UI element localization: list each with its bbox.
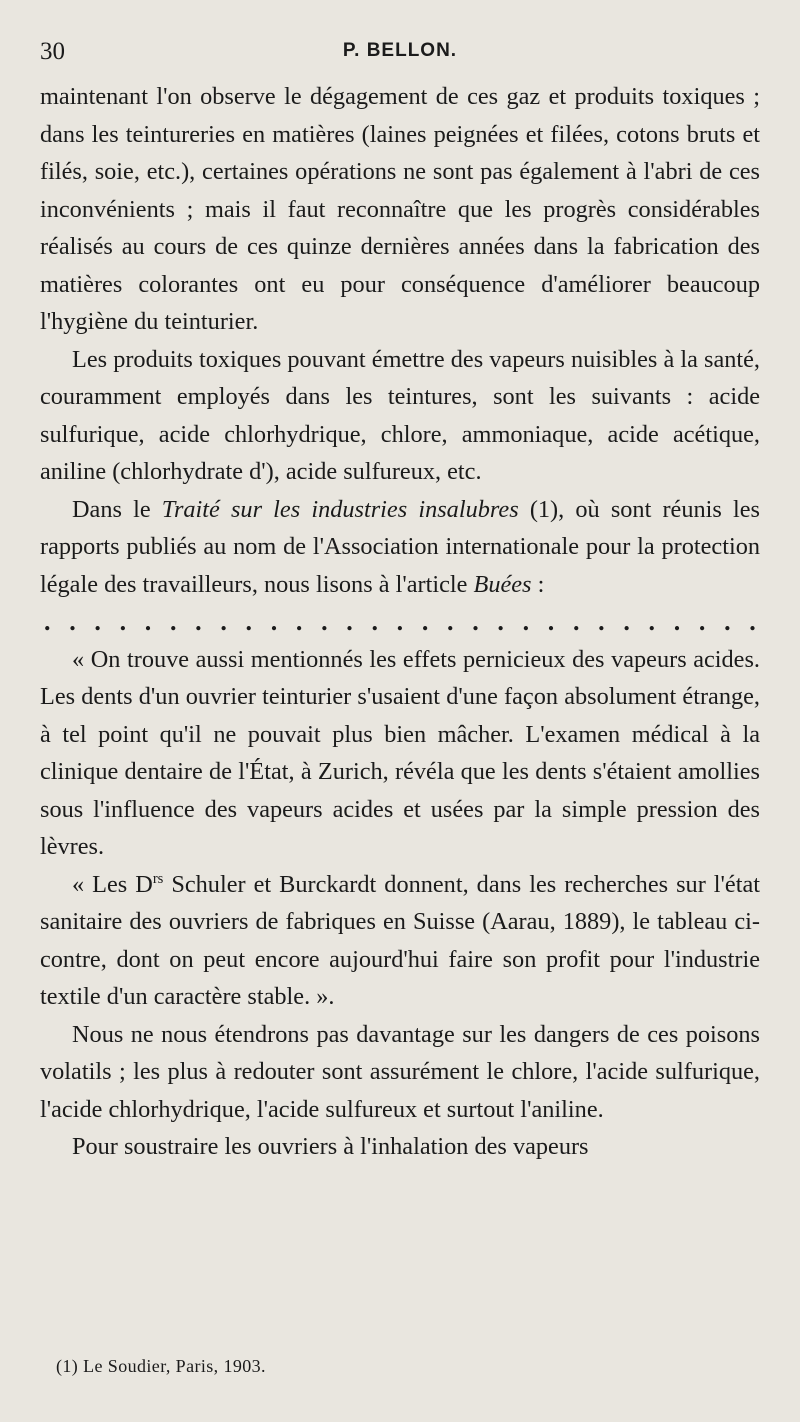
page-header	[40, 34, 760, 78]
paragraph-7: Pour soustraire les ouvriers à l'inhalation des vapeurs	[72, 1133, 589, 1160]
footnote-marker: (1)	[56, 1356, 79, 1376]
body-text	[40, 78, 760, 1166]
treatise-title: Traité sur les industries insalubres	[161, 495, 519, 523]
paragraph-3-text-start: Dans le	[72, 495, 162, 523]
article-title: Buées	[473, 570, 532, 598]
quote-2-text-start: « Les D	[72, 870, 153, 898]
paragraph-1: maintenant l'on observe le dégagement de ces gaz et produits toxiques ; dans les teintureries en matières (laines peignées et filées, cotons bruts et filés, soie, etc.), certaines opérations ne sont pas également à l'abri de ces inconvénients ; mais il faut reconnaître que les progrès considérables réalisés au cours de ces quinze dernières années dans la fabrication des matières colorantes ont eu pour conséquence d'améliorer beaucoup l'hygiène du teinturier.	[40, 83, 760, 335]
page-number: 30	[40, 38, 65, 65]
footnote-text: Le Soudier, Paris, 1903.	[78, 1356, 266, 1376]
paragraph-6: Nous ne nous étendrons pas davantage sur les dangers de ces poisons volatils ; les plus à redouter sont assurément le chlore, l'acide sulfurique, l'acide chlorhydrique, l'acide sulfureux et surtout l'aniline.	[40, 1020, 760, 1123]
doctors-superscript: rs	[152, 870, 164, 887]
paragraph-3-text-end: :	[531, 570, 545, 598]
quote-paragraph-2	[40, 866, 760, 1016]
footnote	[56, 1356, 266, 1377]
paragraph-2: Les produits toxiques pouvant émettre des vapeurs nuisibles à la santé, couramment employés dans les teintures, sont les suivants : acide sulfurique, acide chlorhydrique, chlore, ammoniaque, acide acétique, aniline (chlorhydrate d'), acide sulfureux, etc.	[40, 345, 760, 485]
paragraph-3	[40, 491, 760, 604]
paragraph-3-text-middle: (1), où sont réunis les rapports publiés au nom de l'Association internationale pour la protection légale des travailleurs, nous lisons à l'article	[40, 495, 760, 598]
running-head: P. BELLON.	[342, 40, 458, 61]
quote-2-text-end: Schuler et Burckardt donnent, dans les recherches sur l'état sanitaire des ouvriers de fabriques en Suisse (Aarau, 1889), le tableau ci-contre, dont on peut encore aujourd'hui faire son profit pour l'industrie textile d'un caractère stable. ».	[40, 870, 760, 1010]
quote-paragraph-1: « On trouve aussi mentionnés les effets pernicieux des vapeurs acides. Les dents d'un ouvrier teinturier s'usaient d'une façon absolument étrange, à tel point qu'il ne pouvait plus bien mâcher. L'examen médical à la clinique dentaire de l'État, à Zurich, révéla que les dents s'étaient amollies sous l'influence des vapeurs acides et usées par la simple pression des lèvres.	[40, 645, 760, 860]
ellipsis-dotted-line: . . . . . . . . . . . . . . . . . . . . . . . . . . . . .	[44, 607, 756, 636]
